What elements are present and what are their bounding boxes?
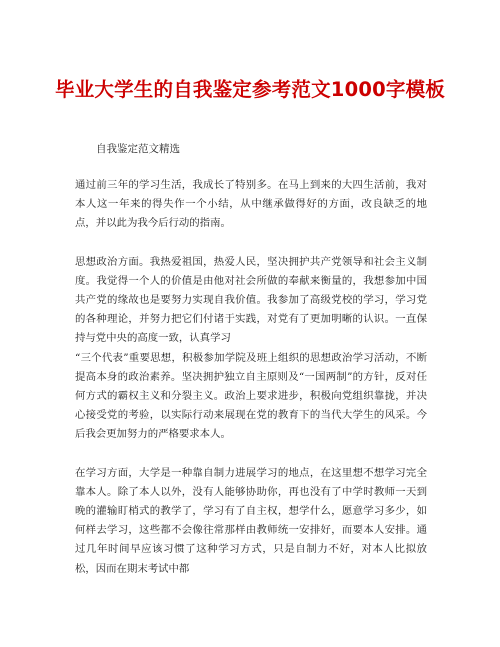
paragraph-intro: 通过前三年的学习生活，我成长了特别多。在马上到来的大四生活前，我对本人这一年来的得失作一个小结，从中继承做得好的方面，改良缺乏的地点，并以此为我今后行动的指南。: [75, 179, 427, 230]
document-subtitle: 自我鉴定范文精选: [96, 143, 180, 155]
document-body: [75, 176, 427, 579]
paragraph-political: 思想政治方面。我热爱祖国，热爱人民，坚决拥护共产党领导和社会主义制度。我觉得一个人的价值是由他对社会所做的奉献来衡量的，我想参加中国共产党的缘故也是要努力实现自我价值。我参加了高级党校的学习，学习党的各种理论，并努力把它们付诸于实践，对党有了更加明晰的认识。一直保持与党中央的高度一致，认真学习: [75, 255, 427, 345]
paragraph-study: 在学习方面，大学是一种靠自制力进展学习的地点，在这里想不想学习完全靠本人。除了本人以外，没有人能够协助你，再也没有了中学时教师一天到晚的灌输盯梢式的教学了，学习有了自主权，想学什么，愿意学习多少，如何样去学习，这些都不会像往常那样由教师统一安排好，而要本人安排。通过几年时间早应该习惯了这种学习方式，只是自制力不好，对本人比拟放松，因而在期末考试中都: [75, 466, 427, 575]
paragraph-three-represents: “三个代表”重要思想，积极参加学院及班上组织的思想政治学习活动，不断提高本身的政治素养。坚决拥护独立自主原则及“一国两制”的方针，反对任何方式的霸权主义和分裂主义。政治上要求进步，积极向党组织靠拢，并决心接受党的考验，以实际行动来展现在党的教育下的当代大学生的风采。今后我会更加努力的严格要求本人。: [75, 351, 427, 441]
paragraph-gap: [75, 234, 427, 253]
paragraph-gap: [75, 445, 427, 464]
document-title: 毕业大学生的自我鉴定参考范文1000字模板: [55, 78, 445, 101]
